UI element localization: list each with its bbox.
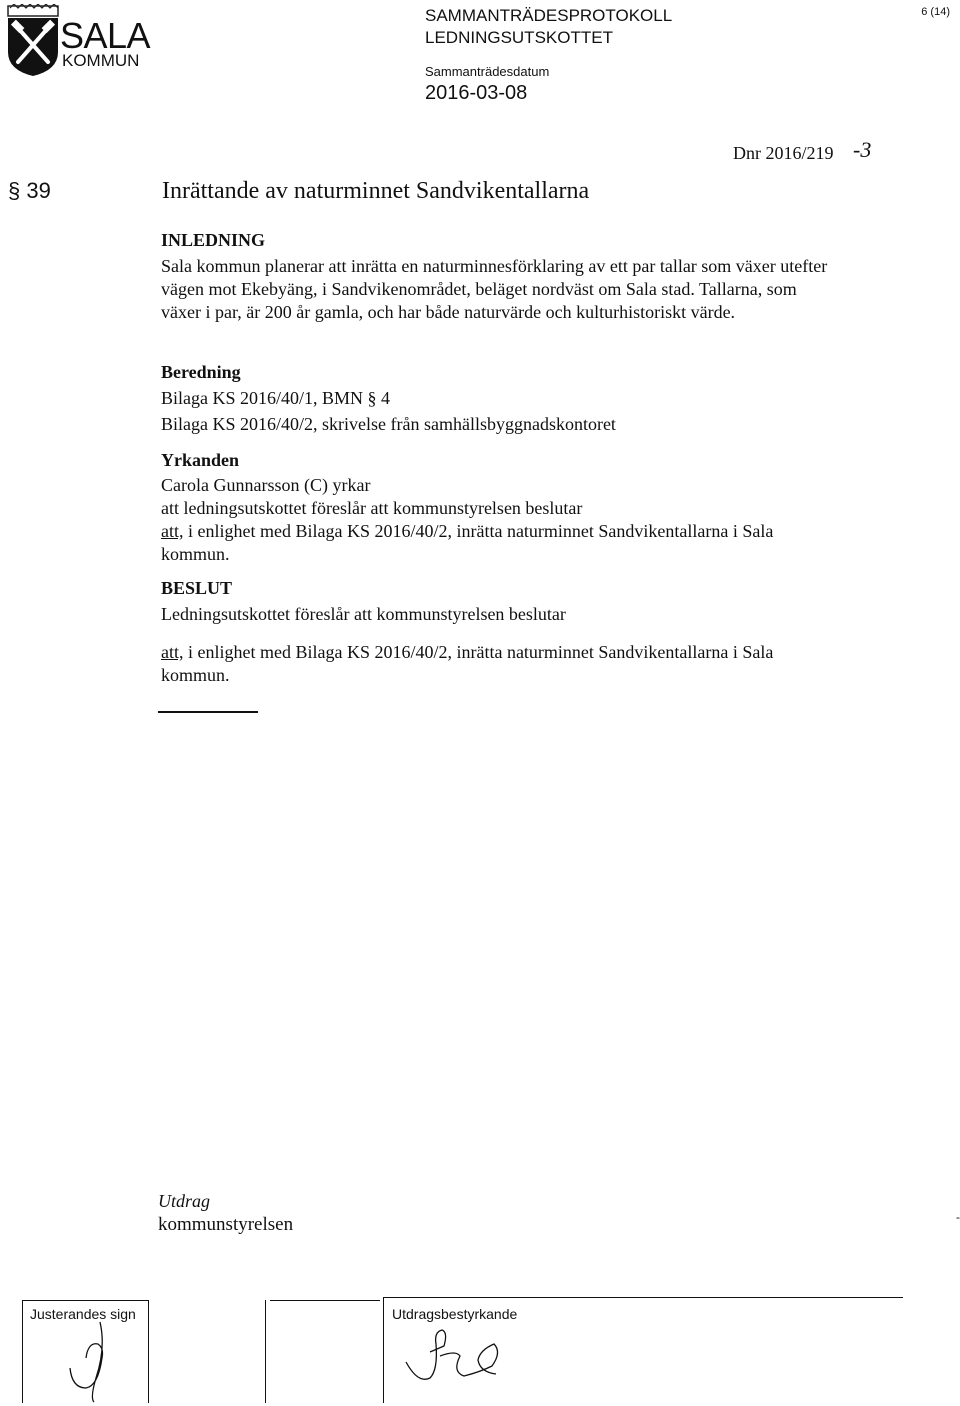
document-type: SAMMANTRÄDESPROTOKOLL [425, 6, 673, 25]
beslut-heading: BESLUT [161, 578, 233, 598]
yrkanden-att-clause [161, 520, 829, 566]
beslut-line: Ledningsutskottet föreslår att kommunstyrelsen beslutar [161, 604, 566, 624]
yrkanden-line: Carola Gunnarsson (C) yrkar [161, 475, 371, 495]
handwritten-signature-icon [50, 1318, 140, 1404]
utdrag-recipient: kommunstyrelsen [158, 1214, 294, 1235]
margin-mark: - [956, 1210, 960, 1224]
yrkanden-paragraph [161, 474, 829, 566]
diary-number-annotation: -3 [853, 137, 872, 162]
att-clause-text: i enlighet med Bilaga KS 2016/40/2, inrätta naturminnet Sandvikentallarna i Sala kommun. [161, 642, 774, 685]
logo-subname: KOMMUN [62, 51, 140, 70]
intro-paragraph: Sala kommun planerar att inrätta en naturminnesförklaring av ett par tallar som växer utefter vägen mot Ekebyäng, i Sandvikenområdet, beläget nordväst om Sala stad. Tallarna, som växer i par, är 200 år gamla, och har både naturvärde och kulturhistoriskt värde. [161, 256, 828, 322]
beredning-heading: Beredning [161, 362, 241, 382]
beredning-item: Bilaga KS 2016/40/2, skrivelse från samhällsbyggnadskontoret [161, 414, 616, 434]
yrkanden-line: att ledningsutskottet föreslår att kommunstyrelsen beslutar [161, 498, 583, 518]
yrkanden-heading: Yrkanden [161, 450, 240, 470]
adjusters-signature-label: Justerandes sign [30, 1306, 136, 1322]
beredning-item: Bilaga KS 2016/40/1, BMN § 4 [161, 388, 391, 408]
intro-heading: INLEDNING [161, 230, 266, 250]
handwritten-initials-icon [400, 1322, 510, 1392]
committee-name: LEDNINGSUTSKOTTET [425, 28, 613, 47]
att-word: att, [161, 642, 184, 662]
sala-kommun-crest-icon [4, 4, 62, 78]
page-number: 6 (14) [921, 6, 950, 18]
att-clause-text: i enlighet med Bilaga KS 2016/40/2, inrätta naturminnet Sandvikentallarna i Sala kommun. [161, 521, 774, 564]
section-title: Inrättande av naturminnet Sandvikentallarna [162, 178, 590, 204]
meeting-date-label: Sammanträdesdatum [425, 64, 550, 79]
section-end-rule [158, 711, 258, 713]
meeting-date: 2016-03-08 [425, 82, 528, 104]
diary-number: Dnr 2016/219 [733, 143, 834, 163]
logo-name: SALA [60, 15, 151, 56]
utdrag-label: Utdrag [158, 1191, 211, 1211]
section-number: § 39 [8, 178, 51, 203]
extract-certifier-label: Utdragsbestyrkande [392, 1306, 518, 1322]
beslut-att-clause [161, 641, 829, 687]
att-word: att, [161, 521, 184, 541]
